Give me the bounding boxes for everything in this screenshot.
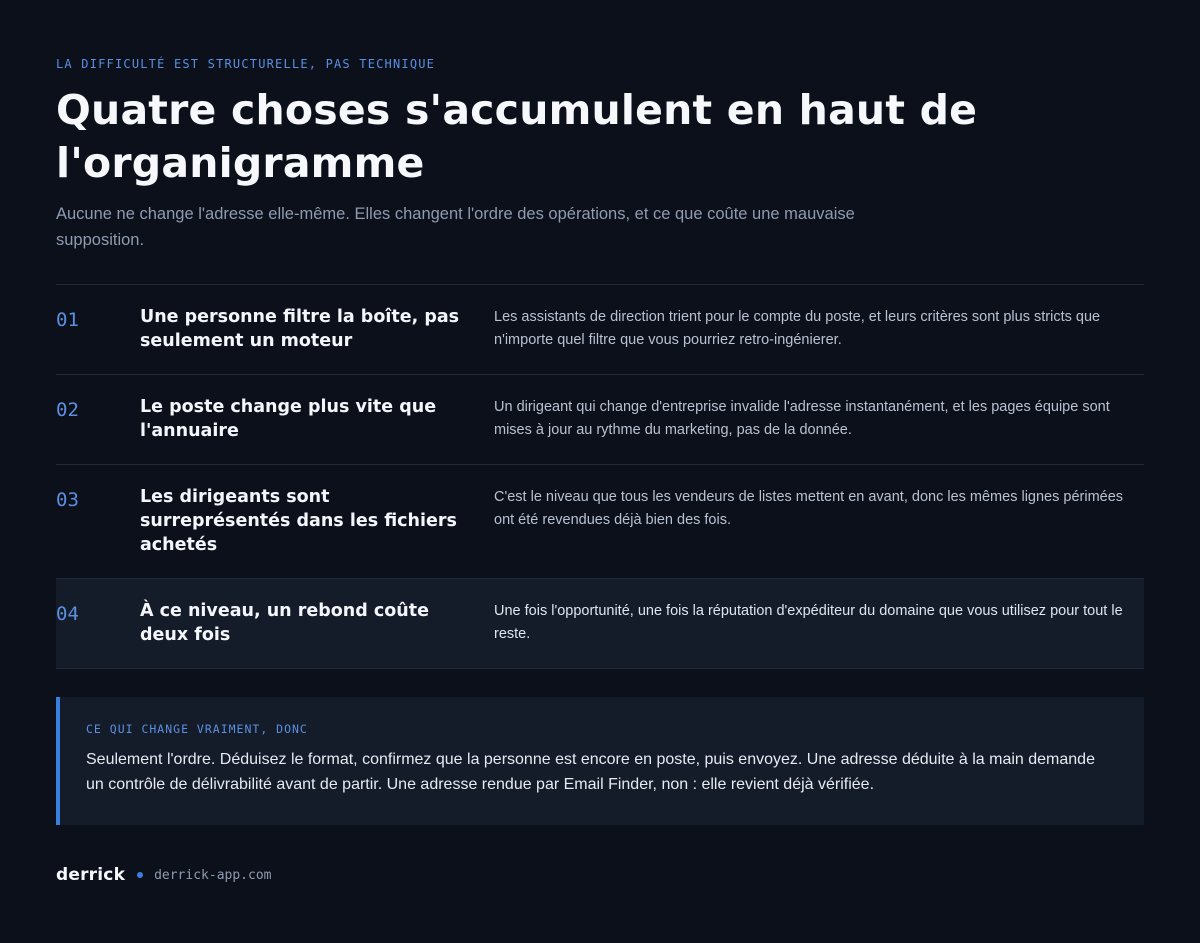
callout-text: Seulement l'ordre. Déduisez le format, confirmez que la personne est encore en poste, puis envoyez. Une adresse déduite à la main demande un contrôle de délivrabilité avant de partir. Une adresse rendue par Email Finder, non : elle revient déjà vérifiée. — [86, 751, 1095, 793]
list-item — [56, 285, 1144, 375]
separator-dot-icon — [137, 872, 143, 878]
challenge-list — [56, 284, 1144, 669]
callout-box — [56, 697, 1144, 825]
list-item-highlighted — [56, 579, 1144, 669]
list-item — [56, 375, 1144, 465]
item-heading: Une personne filtre la boîte, pas seulement un moteur — [140, 307, 460, 351]
item-heading: Les dirigeants sont surreprésentés dans les fichiers achetés — [140, 487, 457, 555]
item-number: 04 — [56, 603, 79, 625]
item-heading: À ce niveau, un rebond coûte deux fois — [140, 601, 429, 645]
item-number: 03 — [56, 489, 79, 511]
footer — [56, 865, 271, 885]
item-description: C'est le niveau que tous les vendeurs de listes mettent en avant, donc les mêmes lignes périmées ont été revendues déjà bien des fois. — [494, 489, 1124, 528]
page-subtitle: Aucune ne change l'adresse elle-même. Elles changent l'ordre des opérations, et ce que coûte une mauvaise supposition. — [56, 205, 855, 249]
item-description: Une fois l'opportunité, une fois la réputation d'expéditeur du domaine que vous utilisez pour tout le reste. — [494, 603, 1123, 642]
item-description: Un dirigeant qui change d'entreprise invalide l'adresse instantanément, et les pages équipe sont mises à jour au rythme du marketing, pas de la donnée. — [494, 399, 1110, 438]
item-description: Les assistants de direction trient pour le compte du poste, et leurs critères sont plus stricts que n'importe quel filtre que vous pourriez retro-ingénierer. — [494, 309, 1101, 348]
item-number: 02 — [56, 399, 79, 421]
eyebrow: LA DIFFICULTÉ EST STRUCTURELLE, PAS TECHNIQUE — [56, 57, 436, 71]
page-title: Quatre choses s'accumulent en haut de l'organigramme — [56, 86, 978, 187]
list-item — [56, 465, 1144, 579]
callout-label: CE QUI CHANGE VRAIMENT, DONC — [86, 722, 308, 736]
brand-logo[interactable]: derrick — [56, 865, 126, 885]
item-heading: Le poste change plus vite que l'annuaire — [140, 397, 437, 441]
site-link[interactable]: derrick-app.com — [154, 867, 272, 883]
item-number: 01 — [56, 309, 79, 331]
